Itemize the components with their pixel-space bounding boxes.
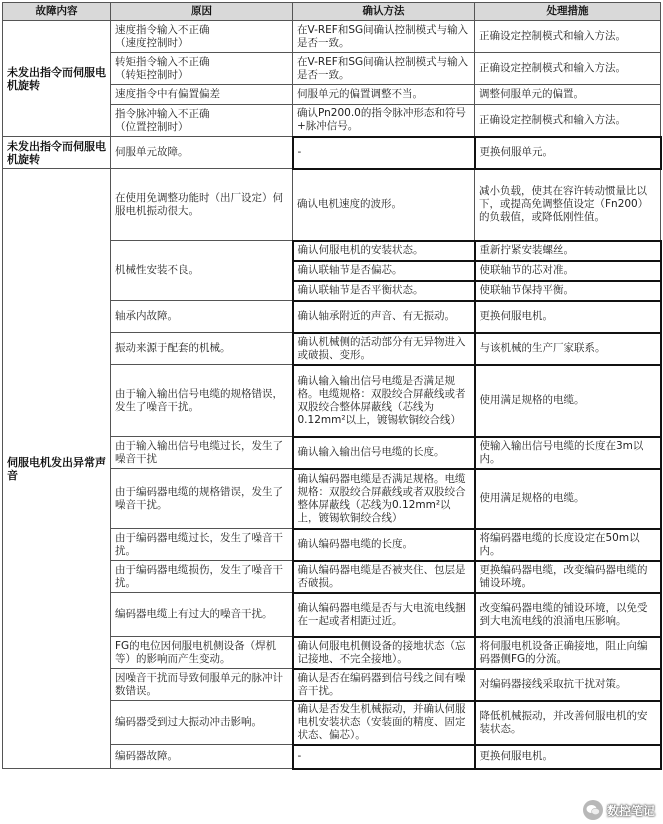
measure-cell: 使用满足规格的电缆。 — [475, 365, 661, 437]
measure-cell: 重新拧紧安装螺丝。 — [475, 241, 661, 261]
confirm-cell: 确认是否在编码器到信号线之间有噪音干扰。 — [293, 669, 475, 701]
measure-cell: 更换伺服单元。 — [475, 137, 661, 169]
confirm-cell: 在V-REF和SG间确认控制模式与输入是否一致。 — [293, 53, 475, 85]
confirm-cell: 确认联轴节是否偏芯。 — [293, 261, 475, 281]
cause-cell: 由于编码器电缆的规格错误，发生了噪音干扰。 — [111, 469, 293, 529]
measure-cell: 使联轴节保持平衡。 — [475, 281, 661, 301]
cause-cell: 速度指令输入不正确 （速度控制时） — [111, 21, 293, 53]
header-cause: 原因 — [111, 3, 293, 21]
cause-cell: 编码器受到过大振动冲击影响。 — [111, 701, 293, 745]
wechat-icon — [583, 800, 603, 820]
confirm-cell: 伺服单元的偏置调整不当。 — [293, 85, 475, 105]
measure-cell: 使用满足规格的电缆。 — [475, 469, 661, 529]
confirm-cell: 确认伺服电机的安装状态。 — [293, 241, 475, 261]
table-row — [3, 21, 661, 53]
measure-cell: 与该机械的生产厂家联系。 — [475, 333, 661, 365]
measure-cell: 改变编码器电缆的铺设环境，以免受到大电流电线的浪涌电压影响。 — [475, 593, 661, 637]
header-measure: 处理措施 — [475, 3, 661, 21]
confirm-cell: 确认电机速度的波形。 — [293, 169, 475, 241]
measure-cell: 将编码器电缆的长度设定在50m以内。 — [475, 529, 661, 561]
confirm-cell: 确认Pn200.0的指令脉冲形态和符号+脉冲信号。 — [293, 105, 475, 137]
cause-cell: 编码器故障。 — [111, 745, 293, 769]
table-row — [3, 137, 661, 169]
confirm-cell: 确认是否发生机械振动，并确认伺服电机安装状态（安装面的精度、固定状态、偏芯）。 — [293, 701, 475, 745]
watermark — [583, 800, 655, 820]
cause-cell: FG的电位因伺服电机侧设备（焊机等）的影响而产生变动。 — [111, 637, 293, 669]
confirm-cell: 确认编码器电缆的长度。 — [293, 529, 475, 561]
confirm-cell: 确认联轴节是否平衡状态。 — [293, 281, 475, 301]
table-header-row — [3, 3, 661, 21]
table-row — [3, 169, 661, 241]
cause-cell: 由于输入输出信号电缆过长，发生了噪音干扰 — [111, 437, 293, 469]
measure-cell: 正确设定控制模式和输入方法。 — [475, 21, 661, 53]
cause-cell: 编码器电缆上有过大的噪音干扰。 — [111, 593, 293, 637]
cause-cell: 在使用免调整功能时（出厂设定）伺服电机振动很大。 — [111, 169, 293, 241]
confirm-cell: 确认机械侧的活动部分有无异物进入或破损、变形。 — [293, 333, 475, 365]
measure-cell: 更换编码器电缆，改变编码器电缆的铺设环境。 — [475, 561, 661, 593]
confirm-cell: 确认伺服电机侧设备的接地状态（忘记接地、不完全接地）。 — [293, 637, 475, 669]
measure-cell: 更换伺服电机。 — [475, 301, 661, 333]
cause-cell: 由于编码器电缆损伤，发生了噪音干扰。 — [111, 561, 293, 593]
measure-cell: 调整伺服单元的偏置。 — [475, 85, 661, 105]
confirm-cell: - — [293, 745, 475, 769]
cause-cell: 速度指令中有偏置偏差 — [111, 85, 293, 105]
cause-cell: 伺服单元故障。 — [111, 137, 293, 169]
measure-cell: 减小负载，使其在容许转动惯量比以下，或提高免调整值设定（Fn200）的负载值，或降低刚性值。 — [475, 169, 661, 241]
measure-cell: 将伺服电机设备正确接地，阻止向编码器侧FG的分流。 — [475, 637, 661, 669]
watermark-text: 数控笔记 — [606, 803, 655, 818]
cause-cell: 由于编码器电缆过长，发生了噪音干扰。 — [111, 529, 293, 561]
confirm-cell: 确认编码器电缆是否被夹住、包层是否破损。 — [293, 561, 475, 593]
measure-cell: 使联轴节的芯对准。 — [475, 261, 661, 281]
confirm-cell: 确认输入输出信号电缆是否满足规格。电缆规格：双股绞合屏蔽线或者双股绞合整体屏蔽线（芯线为0.12mm²以上，镀锡软铜绞合线） — [293, 365, 475, 437]
measure-cell: 对编码器接线采取抗干扰对策。 — [475, 669, 661, 701]
measure-cell: 使输入输出信号电缆的长度在3m以内。 — [475, 437, 661, 469]
fault-cell: 未发出指令而伺服电机旋转 — [3, 21, 111, 137]
cause-cell: 轴承内故障。 — [111, 301, 293, 333]
measure-cell: 降低机械振动，并改善伺服电机的安装状态。 — [475, 701, 661, 745]
cause-cell: 振动来源于配套的机械。 — [111, 333, 293, 365]
measure-cell: 正确设定控制模式和输入方法。 — [475, 105, 661, 137]
troubleshooting-table — [2, 2, 662, 770]
confirm-cell: 在V-REF和SG间确认控制模式与输入是否一致。 — [293, 21, 475, 53]
fault-cell: 未发出指令而伺服电机旋转 — [3, 137, 111, 169]
cause-cell: 转矩指令输入不正确 （转矩控制时） — [111, 53, 293, 85]
cause-cell: 指令脉冲输入不正确 （位置控制时） — [111, 105, 293, 137]
cause-cell: 由于输入输出信号电缆的规格错误，发生了噪音干扰。 — [111, 365, 293, 437]
confirm-cell: - — [293, 137, 475, 169]
confirm-cell: 确认编码器电缆是否与大电流电线捆在一起或者相距过近。 — [293, 593, 475, 637]
cause-cell: 因噪音干扰而导致伺服单元的脉冲计数错误。 — [111, 669, 293, 701]
measure-cell: 正确设定控制模式和输入方法。 — [475, 53, 661, 85]
confirm-cell: 确认编码器电缆是否满足规格。电缆规格：双股绞合屏蔽线或者双股绞合整体屏蔽线（芯线为0.12mm²以上，镀锡软铜绞合线） — [293, 469, 475, 529]
confirm-cell: 确认输入输出信号电缆的长度。 — [293, 437, 475, 469]
confirm-cell: 确认轴承附近的声音、有无振动。 — [293, 301, 475, 333]
measure-cell: 更换伺服电机。 — [475, 745, 661, 769]
fault-cell: 伺服电机发出异常声音 — [3, 169, 111, 769]
header-confirm: 确认方法 — [293, 3, 475, 21]
cause-cell: 机械性安装不良。 — [111, 241, 293, 301]
header-fault: 故障内容 — [3, 3, 111, 21]
